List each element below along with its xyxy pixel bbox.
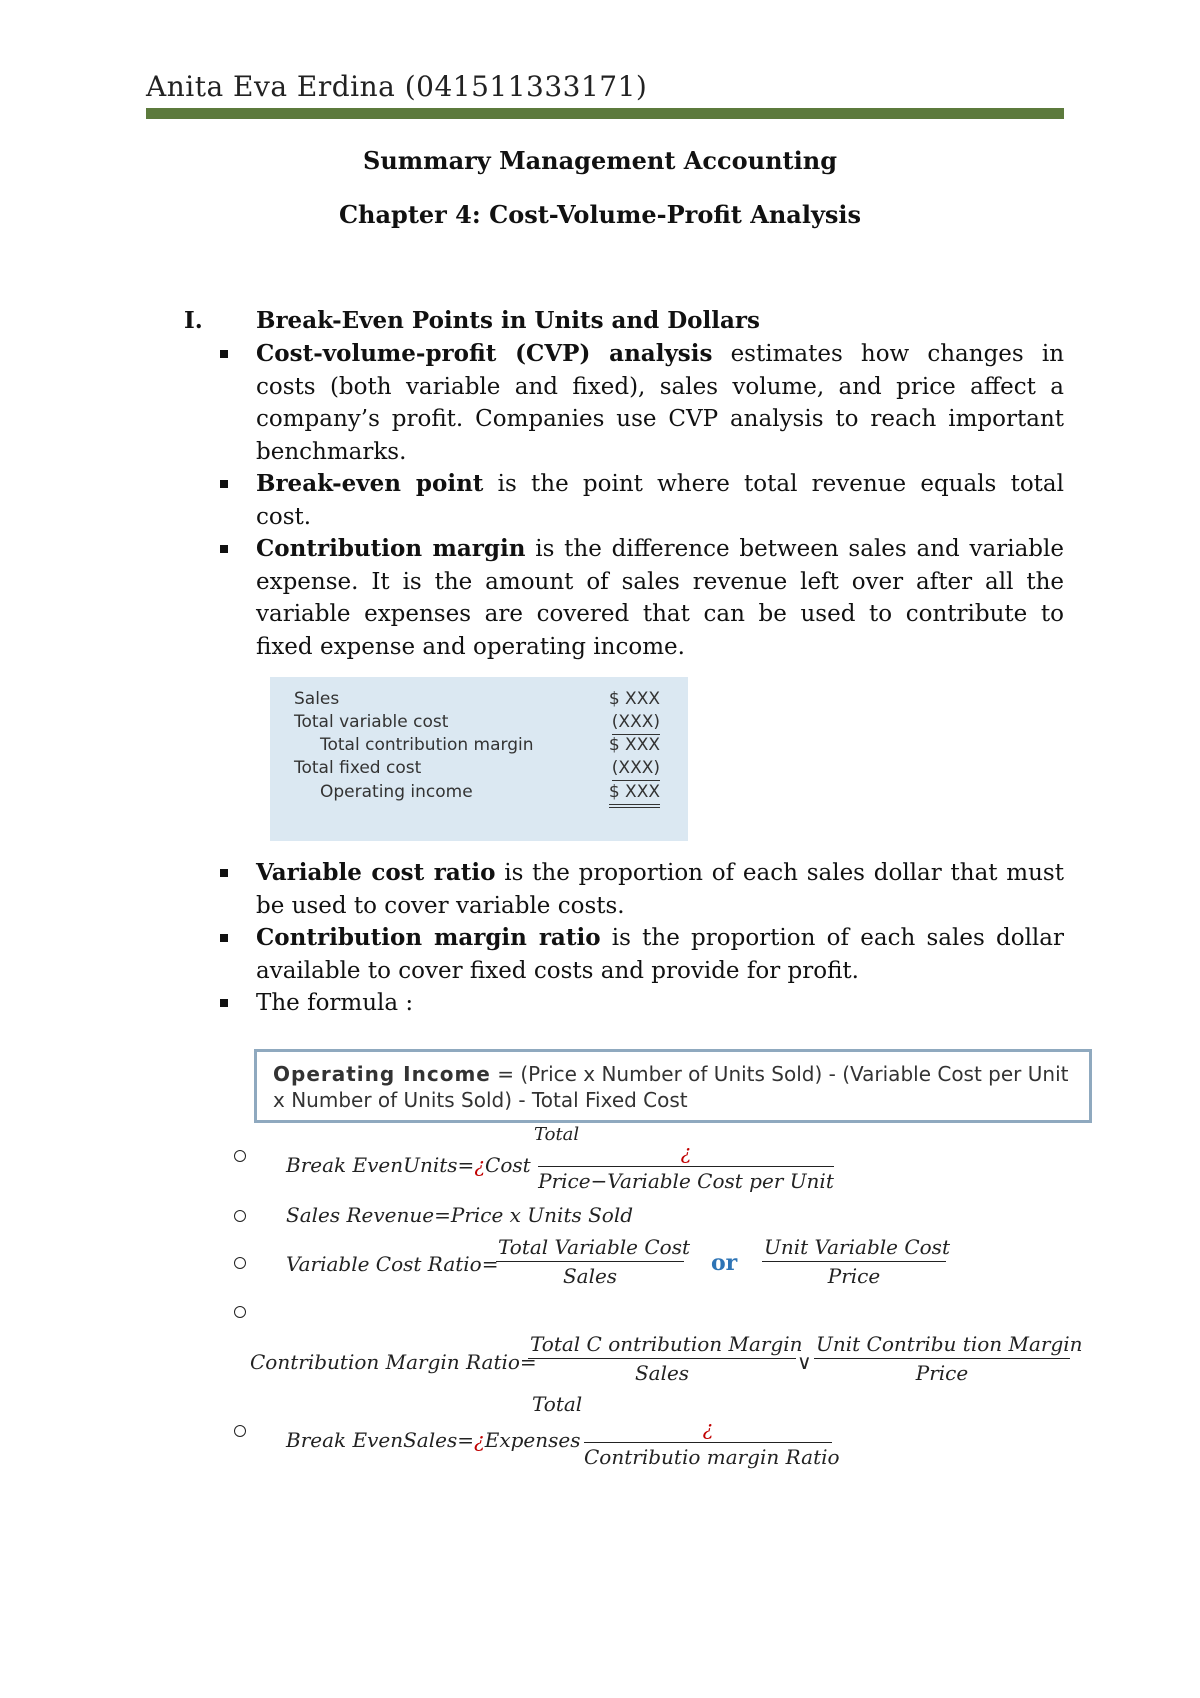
list-item — [256, 338, 1064, 468]
formula-text: = (Price x Number of Units Sold) - (Variable Cost per Unit x Number of Units Sold) - Total Fixed Cost — [273, 1062, 1069, 1112]
formula-lhs: Variable Cost Ratio= — [286, 1252, 499, 1276]
numerator: Total C ontribution Margin — [528, 1332, 796, 1359]
header-rule — [146, 108, 1064, 119]
list-item — [256, 857, 1064, 922]
fraction — [496, 1235, 690, 1288]
term: Variable cost ratio — [256, 859, 496, 886]
statement-value: (XXX) — [612, 758, 660, 781]
term: Cost-volume-profit (CVP) analysis — [256, 340, 713, 367]
fraction — [762, 1235, 950, 1288]
numerator: Unit Contribu tion Margin — [814, 1332, 1070, 1359]
list-item — [256, 533, 1064, 663]
formula-top-word: Total — [532, 1392, 583, 1416]
statement-value: $ XXX — [608, 735, 660, 755]
fraction — [528, 1332, 803, 1385]
square-bullet-icon — [220, 999, 228, 1007]
term: Contribution margin — [256, 535, 526, 562]
square-bullet-icon — [220, 934, 228, 942]
circle-bullet-icon — [234, 1150, 246, 1162]
section-title: Break-Even Points in Units and Dollars — [256, 307, 760, 334]
definition: estimates how changes in costs (both variable and fixed), sales volume, and price affect a company’s profit. Companies use CVP analysis to reach important benchmarks. — [256, 341, 1065, 465]
definition: is the proportion of each sales dollar available to cover fixed costs and provide for profit. — [256, 925, 1064, 984]
chapter-title: Chapter 4: Cost-Volume-Profit Analysis — [338, 200, 862, 229]
numerator: ¿ — [584, 1416, 832, 1443]
definition: The formula : — [256, 990, 414, 1016]
operating-income-formula — [254, 1049, 1092, 1123]
term: Break-even point — [256, 470, 484, 497]
formula-label: Operating Income — [273, 1062, 491, 1086]
definition: is the proportion of each sales dollar that must be used to cover variable costs. — [256, 860, 1064, 919]
denominator: Sales — [562, 1264, 618, 1288]
or-symbol: ∨ — [797, 1350, 812, 1374]
square-bullet-icon — [220, 350, 228, 358]
square-bullet-icon — [220, 869, 228, 877]
statement-value: (XXX) — [612, 712, 660, 735]
mid-text: Cost — [485, 1153, 531, 1177]
mid-text: Expenses — [484, 1428, 581, 1452]
statement-label: Total contribution margin — [320, 735, 534, 755]
error-glyph: ¿ — [474, 1428, 485, 1452]
error-glyph: ¿ — [474, 1153, 486, 1177]
definition-list-2 — [256, 857, 1064, 1020]
definition-list-1 — [256, 338, 1064, 663]
statement-label: Total variable cost — [294, 712, 449, 732]
denominator: Contributio margin Ratio — [584, 1445, 840, 1469]
circle-bullet-icon — [234, 1257, 246, 1269]
section-number: I. — [184, 307, 203, 334]
square-bullet-icon — [220, 480, 228, 488]
statement-label: Operating income — [320, 782, 473, 802]
denominator: Sales — [634, 1361, 690, 1385]
definition: is the difference between sales and variable expense. It is the amount of sales revenue left over after all the variable expenses are covered that can be used to contribute to fixed expense and operating income. — [256, 536, 1064, 660]
formula-lhs: Contribution Margin Ratio= — [250, 1350, 537, 1374]
author-header: Anita Eva Erdina (041511333171) — [146, 70, 648, 103]
statement-label: Sales — [294, 689, 340, 709]
fraction — [584, 1416, 840, 1469]
numerator: ¿ — [538, 1140, 834, 1167]
formula-lhs — [286, 1153, 531, 1177]
denominator: Price — [915, 1361, 969, 1385]
sales-revenue-formula: Sales Revenue=Price x Units Sold — [286, 1203, 634, 1227]
list-item — [256, 987, 1064, 1020]
or-connector — [711, 1250, 737, 1276]
denominator: Price−Variable Cost per Unit — [538, 1169, 834, 1193]
statement-value: $ XXX — [609, 782, 660, 808]
lhs-text: Break EvenUnits= — [286, 1153, 475, 1177]
list-item — [256, 468, 1064, 533]
list-item — [256, 922, 1064, 987]
statement-label: Total fixed cost — [294, 758, 422, 778]
term: Contribution margin ratio — [256, 924, 601, 951]
square-bullet-icon — [220, 545, 228, 553]
document-title: Summary Management Accounting — [363, 146, 837, 175]
definition: is the point where total revenue equals total cost. — [256, 471, 1064, 530]
numerator: Unit Variable Cost — [762, 1235, 946, 1262]
formula-top-word: Total — [534, 1124, 580, 1145]
statement-value: $ XXX — [608, 689, 660, 709]
or-text: or — [711, 1250, 738, 1276]
numerator: Total Variable Cost — [496, 1235, 684, 1262]
lhs-text: Break EvenSales= — [286, 1428, 474, 1452]
denominator: Price — [827, 1264, 881, 1288]
fraction — [814, 1332, 1083, 1385]
contribution-margin-statement — [270, 677, 688, 841]
circle-bullet-icon — [234, 1425, 246, 1437]
fraction — [538, 1140, 834, 1193]
formula-lhs — [286, 1428, 581, 1452]
circle-bullet-icon — [234, 1210, 246, 1222]
circle-bullet-icon — [234, 1306, 246, 1318]
